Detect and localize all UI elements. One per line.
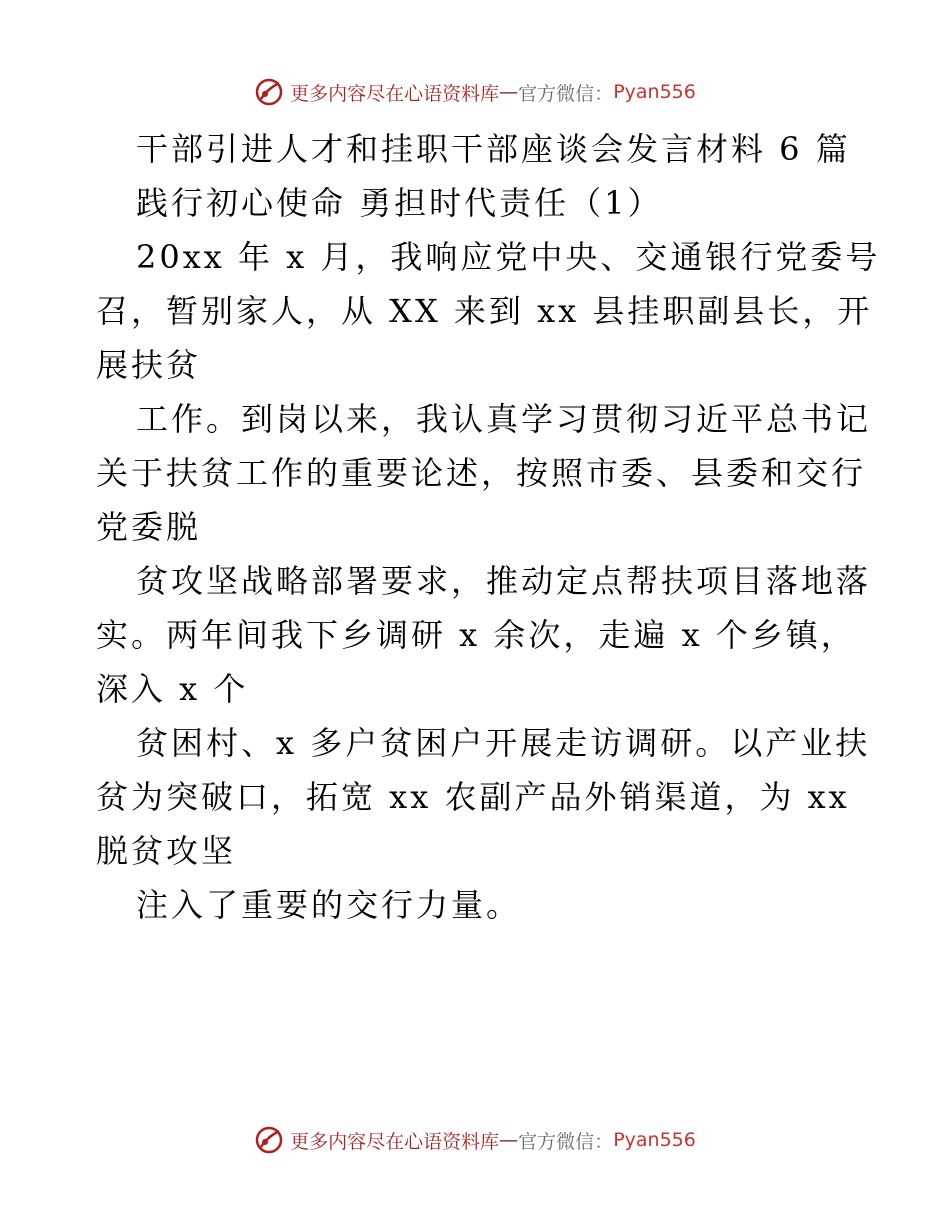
paragraph-line: 贫攻坚战略部署要求，推动定点帮扶项目落地落 [136, 562, 872, 600]
paragraph-line: 深入 x 个 [96, 670, 249, 708]
paragraph-line: 工作。到岗以来，我认真学习贯彻习近平总书记 [136, 400, 872, 438]
brand-logo-icon [254, 1125, 284, 1155]
brand-logo-icon [254, 77, 284, 107]
paragraph-line: 脱贫攻坚 [96, 832, 237, 870]
paragraph-line: 注入了重要的交行力量。 [136, 886, 522, 924]
watermark-separator: — [499, 1129, 519, 1151]
wechat-id: Pyan556 [613, 1129, 696, 1151]
document-subtitle: 践行初心使命 勇担时代责任（1） [136, 184, 663, 222]
watermark-separator: — [499, 81, 519, 103]
wechat-id: Pyan556 [613, 81, 696, 103]
header-watermark [0, 74, 950, 110]
paragraph-line: 贫为突破口，拓宽 xx 农副产品外销渠道，为 xx [96, 778, 850, 816]
paragraph-line: 召，暂别家人，从 XX 来到 xx 县挂职副县长，开 [96, 292, 873, 330]
paragraph-line: 20xx 年 x 月，我响应党中央、交通银行党委号 [136, 238, 881, 276]
paragraph-line: 关于扶贫工作的重要论述，按照市委、县委和交行 [96, 454, 867, 492]
document-body [96, 122, 881, 932]
footer-watermark [0, 1122, 950, 1158]
wechat-label: 官方微信： [518, 82, 614, 105]
wechat-label: 官方微信： [518, 1130, 614, 1153]
paragraph-line: 展扶贫 [96, 346, 202, 384]
paragraph-line: 贫困村、x 多户贫困户开展走访调研。以产业扶 [136, 724, 871, 762]
document-title: 干部引进人才和挂职干部座谈会发言材料 6 篇 [136, 130, 851, 168]
paragraph-line: 实。两年间我下乡调研 x 余次，走遍 x 个乡镇， [96, 616, 856, 654]
watermark-text: 更多内容尽在心语资料库 [290, 82, 500, 105]
paragraph-line: 党委脱 [96, 508, 202, 546]
watermark-text: 更多内容尽在心语资料库 [290, 1130, 500, 1153]
